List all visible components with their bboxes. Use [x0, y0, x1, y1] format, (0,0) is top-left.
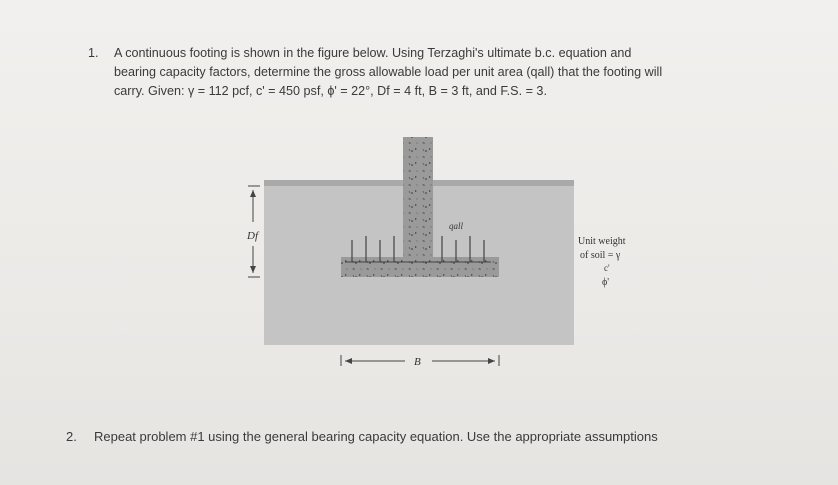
problem-1-line-3: carry. Given: γ = 112 pcf, c' = 450 psf, ϕ' = 22°, Df = 4 ft, B = 3 ft, and F.S. = 3.	[114, 84, 547, 98]
footing-slab	[341, 257, 499, 277]
qall-label: qall	[449, 221, 464, 231]
problem-1-line-2: bearing capacity factors, determine the gross allowable load per unit area (qall) that the footing will	[114, 65, 663, 79]
footing-column	[403, 137, 433, 267]
problem-1-number: 1.	[88, 46, 99, 60]
b-label: B	[414, 356, 421, 368]
problem-2	[66, 428, 786, 446]
problem-2-number: 2.	[66, 429, 77, 444]
unit-weight-label: Unit weight	[578, 236, 626, 247]
problem-2-text: Repeat problem #1 using the general bearing capacity equation. Use the appropriate assumptions	[94, 429, 658, 444]
df-label: Df	[247, 230, 258, 242]
of-soil-label: of soil = γ	[580, 250, 621, 261]
problem-1-line-1: A continuous footing is shown in the figure below. Using Terzaghi's ultimate b.c. equation and	[114, 46, 632, 60]
c-prime-label: c'	[604, 263, 610, 273]
phi-prime-label: ϕ'	[602, 277, 610, 288]
